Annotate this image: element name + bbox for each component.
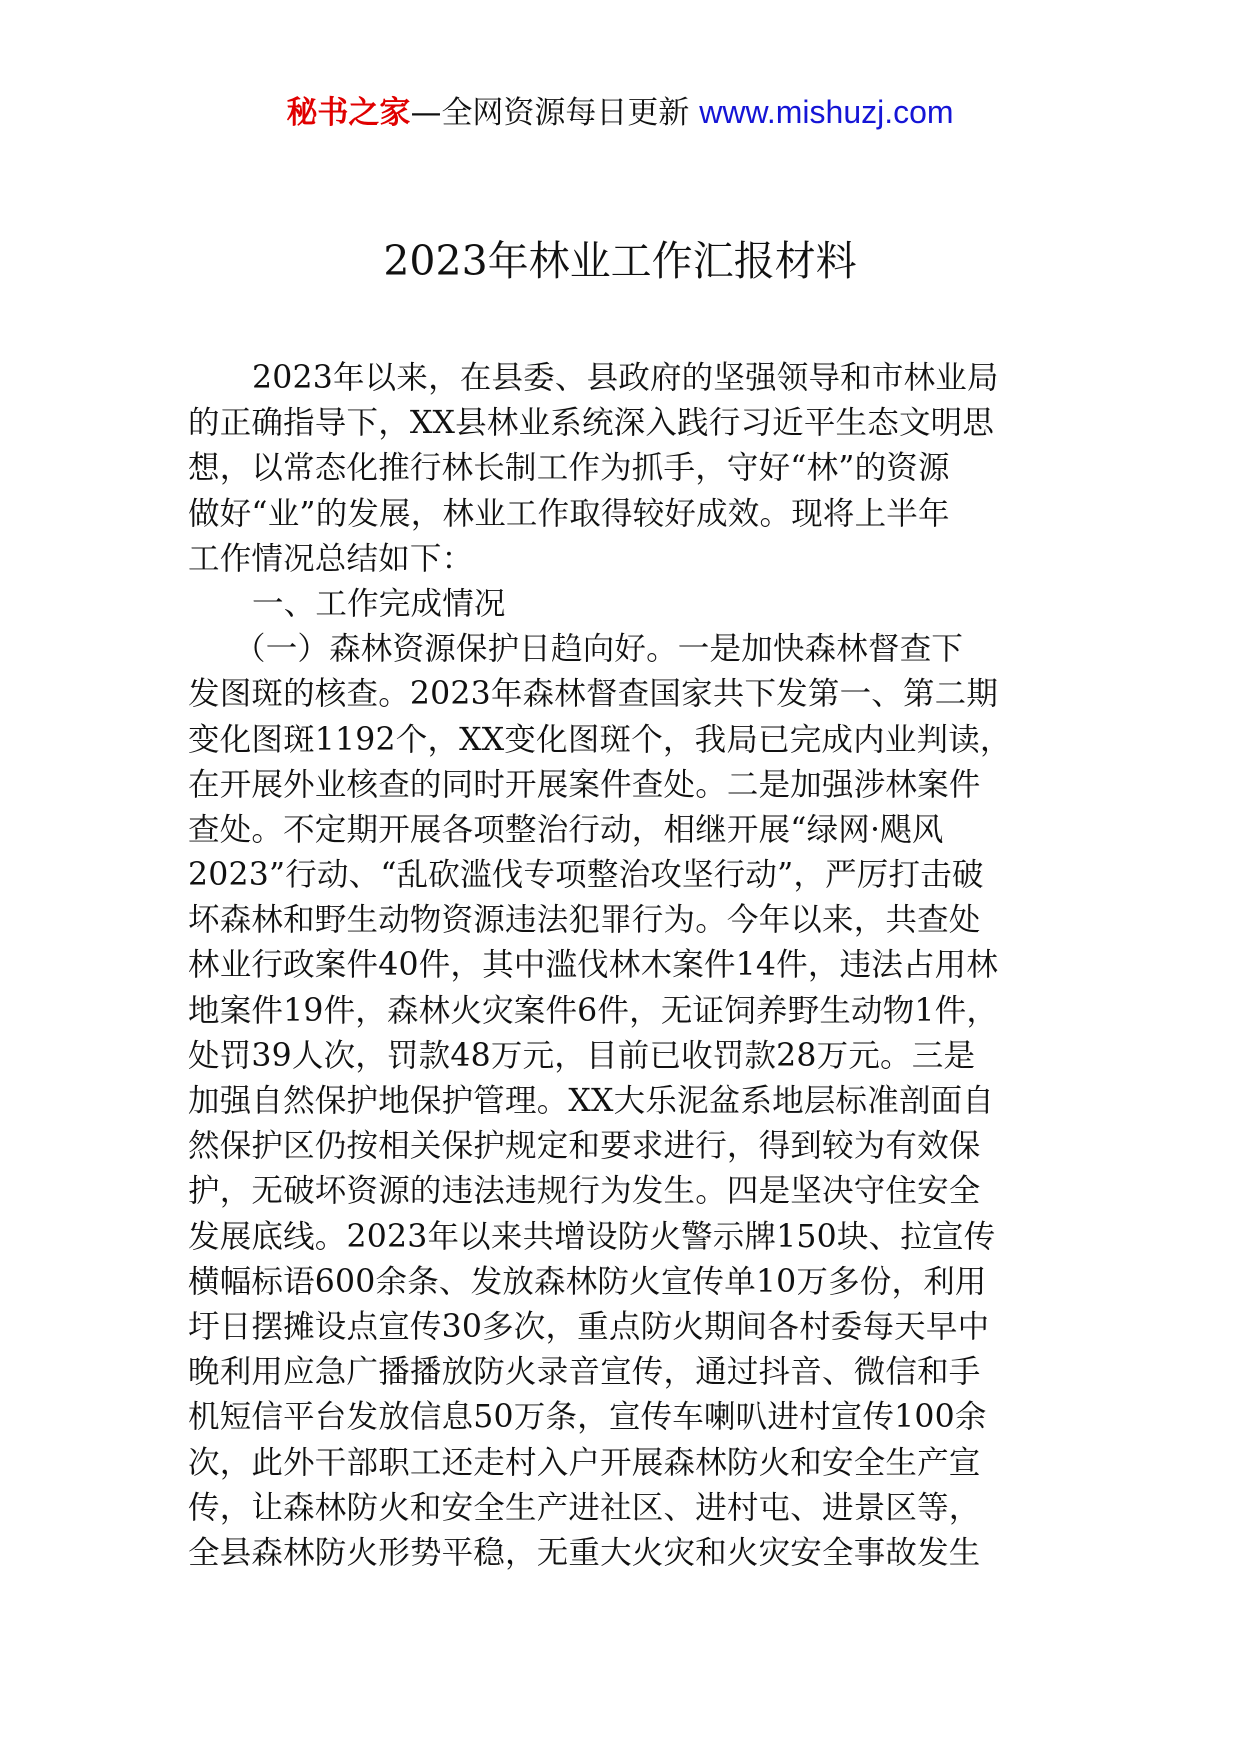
body-line: 的正确指导下，XX县林业系统深入践行习近平生态文明思	[188, 405, 995, 442]
body-line: 工作情况总结如下：	[188, 540, 474, 577]
body-line: 发展底线。2023年以来共增设防火警示牌150块、拉宣传	[188, 1218, 996, 1255]
document-title: 2023年林业工作汇报材料	[383, 237, 857, 285]
body-line: 做好“业”的发展，林业工作取得较好成效。现将上半年	[188, 495, 950, 532]
body-line: 全县森林防火形势平稳，无重大火灾和火灾安全事故发生	[188, 1534, 981, 1571]
body-line: 圩日摆摊设点宣传30多次，重点防火期间各村委每天早中	[188, 1308, 990, 1345]
body-line: 加强自然保护地保护管理。XX大乐泥盆系地层标准剖面自	[188, 1083, 995, 1119]
body-line: 晚利用应急广播播放防火录音宣传，通过抖音、微信和手	[188, 1354, 981, 1391]
body-line: 传，让森林防火和安全生产进社区、进村屯、进景区等，	[188, 1489, 981, 1526]
body-line: 机短信平台发放信息50万条，宣传车喇叭进村宣传100余	[188, 1399, 987, 1436]
body-line: 2023年以来，在县委、县政府的坚强领导和市林业局	[252, 360, 999, 396]
body-line: 变化图斑1192个，XX变化图斑个，我局已完成内业判读，	[188, 721, 1012, 758]
section-heading: 一、工作完成情况	[252, 585, 506, 622]
body-line: 林业行政案件40件，其中滥伐林木案件14件，违法占用林	[188, 947, 999, 984]
site-brand: 秘书之家	[286, 95, 411, 131]
site-header	[0, 92, 1240, 133]
body-line: 坏森林和野生动物资源违法犯罪行为。今年以来，共查处	[188, 902, 981, 939]
body-line: 2023”行动、“乱砍滥伐专项整治攻坚行动”，严厉打击破	[188, 857, 984, 894]
body-line: 想，以常态化推行林长制工作为抓手，守好“林”的资源	[188, 450, 950, 487]
document-body	[188, 356, 1068, 1576]
body-line: 处罚39人次，罚款48万元，目前已收罚款28万元。三是	[188, 1037, 976, 1074]
site-url-link[interactable]: www.mishuzj.com	[699, 94, 954, 130]
body-line: 然保护区仍按相关保护规定和要求进行，得到较为有效保	[188, 1128, 981, 1165]
body-line: 地案件19件，森林火灾案件6件，无证饲养野生动物1件，	[188, 992, 999, 1029]
body-line: 在开展外业核查的同时开展案件查处。二是加强涉林案件	[188, 766, 981, 803]
site-slogan: —全网资源每日更新	[410, 95, 690, 131]
body-line: 查处。不定期开展各项整治行动，相继开展“绿网·飓风	[188, 811, 944, 848]
body-line: 横幅标语600余条、发放森林防火宣传单10万多份，利用	[188, 1263, 987, 1300]
body-line: 发图斑的核查。2023年森林督查国家共下发第一、第二期	[188, 676, 999, 713]
body-line: 次，此外干部职工还走村入户开展森林防火和安全生产宣	[188, 1444, 981, 1481]
subsection-heading-line: （一）森林资源保护日趋向好。一是加快森林督查下	[234, 631, 964, 668]
body-line: 护，无破坏资源的违法违规行为发生。四是坚决守住安全	[188, 1173, 981, 1210]
